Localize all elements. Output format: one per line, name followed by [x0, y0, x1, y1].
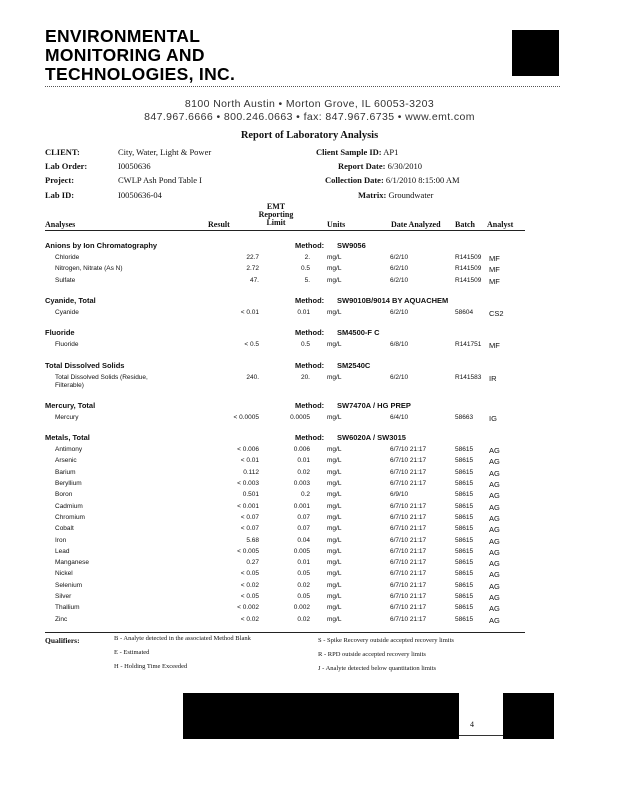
col-analyst: Analyst	[487, 220, 514, 229]
analyte-name: Beryllium	[55, 480, 82, 487]
section-name: Anions by Ion Chromatography	[45, 241, 158, 250]
matrix-value: Groundwater	[388, 190, 434, 200]
date-analyzed: 6/2/10	[390, 276, 409, 284]
result-value: 0.27	[246, 559, 259, 567]
company-address: 8100 North Austin • Morton Grove, IL 60053-3203	[184, 98, 435, 110]
reporting-limit: 2.	[304, 254, 310, 261]
analyte-name: Thallium	[55, 604, 80, 612]
table-row	[45, 537, 525, 548]
reporting-limit: 0.006	[293, 446, 310, 454]
table-row	[45, 559, 525, 570]
result-value: < 0.02	[240, 615, 259, 623]
units: mg/L	[327, 615, 342, 623]
reporting-limit: 0.0005	[290, 413, 310, 421]
analyte-name: Cyanide	[55, 308, 79, 316]
result-value: < 0.01	[240, 308, 259, 316]
method-label: Method:	[295, 400, 325, 410]
analyte-name: Chromium	[55, 513, 85, 521]
date-analyzed: 6/2/10	[390, 373, 409, 381]
batch-id: 58615	[455, 468, 474, 476]
client-value: City, Water, Light & Power	[118, 147, 212, 157]
analyst: MF	[489, 265, 500, 275]
batch-id: 58615	[455, 615, 474, 623]
method-label: Method:	[295, 433, 325, 443]
col-units: Units	[327, 220, 346, 229]
qualifier-j: J - Analyte detected below quantitation limits	[318, 665, 437, 672]
section-name: Fluoride	[45, 328, 75, 338]
table-row	[45, 503, 525, 514]
units: mg/L	[327, 491, 342, 499]
analyst: AG	[489, 581, 500, 591]
batch-id: 58615	[455, 446, 474, 454]
analyst: AG	[489, 468, 500, 478]
units: mg/L	[327, 276, 342, 284]
units: mg/L	[327, 570, 342, 578]
result-value: < 0.07	[240, 525, 259, 533]
reporting-limit: 0.2	[300, 491, 310, 499]
analyst: AG	[489, 570, 500, 580]
date-analyzed: 6/7/10 21:17	[390, 570, 427, 578]
result-value: < 0.001	[237, 502, 259, 510]
lab-id-label: Lab ID:	[45, 190, 75, 200]
analyst: AG	[489, 480, 500, 489]
reporting-limit: 0.005	[293, 547, 310, 555]
result-value: < 0.0005	[233, 413, 259, 421]
units: mg/L	[327, 536, 342, 544]
analyst: AG	[489, 446, 500, 456]
units: mg/L	[327, 254, 342, 261]
table-row	[45, 469, 525, 480]
lab-id-row	[45, 190, 74, 200]
analyst: AG	[489, 615, 500, 625]
project-value: CWLP Ash Pond Table I	[118, 175, 202, 185]
method-value: SM4500-F C	[337, 328, 380, 338]
analyst: AG	[489, 491, 500, 501]
analyst: MF	[489, 254, 500, 263]
reporting-limit: 5.	[304, 276, 310, 284]
qualifier-s: S - Spike Recovery outside accepted recovery limits	[318, 637, 454, 644]
result-value: < 0.01	[240, 457, 259, 465]
qualifier-r: R - RPD outside accepted recovery limits	[318, 651, 426, 658]
analyst: IG	[489, 413, 497, 423]
analyte-name: Boron	[55, 491, 73, 499]
table-row	[45, 277, 525, 288]
batch-id: 58663	[455, 413, 474, 421]
analyte-name: Iron	[55, 536, 67, 544]
table-row	[45, 309, 525, 320]
units: mg/L	[327, 446, 342, 454]
date-analyzed: 6/2/10	[390, 308, 409, 316]
col-limit-line1: EMT	[266, 202, 286, 211]
analyte-name: Sulfate	[55, 276, 76, 284]
units: mg/L	[327, 547, 342, 555]
reporting-limit: 0.05	[297, 593, 310, 600]
analyte-name-continued: Filterable)	[55, 381, 84, 389]
batch-id: 58615	[455, 491, 474, 499]
project-row	[45, 175, 74, 185]
footer-line	[459, 735, 503, 736]
batch-id: R141509	[455, 276, 482, 284]
analyte-name: Zinc	[55, 615, 68, 623]
date-analyzed: 6/7/10 21:17	[390, 457, 427, 465]
units: mg/L	[327, 502, 342, 510]
section-header	[45, 296, 525, 308]
matrix-label: Matrix:	[358, 190, 387, 200]
reporting-limit: 0.02	[297, 581, 310, 589]
batch-id: 58615	[455, 536, 474, 544]
batch-id: 58615	[455, 604, 474, 612]
section-name: Mercury, Total	[45, 400, 96, 410]
redaction-block-bottom	[183, 693, 459, 739]
method-label: Method:	[295, 328, 325, 338]
date-analyzed: 6/7/10 21:17	[390, 536, 427, 544]
client-sample-value: AP1	[383, 147, 399, 157]
qualifier-h: H - Holding Time Exceeded	[114, 663, 188, 670]
units: mg/L	[327, 373, 342, 381]
reporting-limit: 0.01	[297, 457, 310, 465]
client-sample-row	[316, 147, 398, 157]
date-analyzed: 6/7/10 21:17	[390, 604, 427, 612]
units: mg/L	[327, 468, 342, 476]
lab-order-value: I0050636	[118, 161, 151, 171]
table-row	[45, 446, 525, 457]
batch-id: 58615	[455, 457, 474, 465]
reporting-limit: 0.02	[297, 468, 310, 476]
col-result: Result	[208, 220, 230, 229]
table-row	[45, 265, 525, 276]
table-row	[45, 341, 525, 352]
reporting-limit: 20.	[300, 373, 310, 381]
units: mg/L	[327, 581, 342, 589]
date-analyzed: 6/7/10 21:17	[390, 502, 427, 510]
section-header	[45, 241, 525, 253]
table-row	[45, 491, 525, 502]
method-value: SM2540C	[337, 360, 371, 370]
date-analyzed: 6/7/10 21:17	[390, 480, 427, 487]
redaction-block-top	[512, 30, 559, 76]
date-analyzed: 6/7/10 21:17	[390, 593, 427, 600]
col-analyses: Analyses	[45, 220, 76, 229]
batch-id: R141751	[455, 341, 482, 349]
section-name: Total Dissolved Solids	[45, 360, 125, 370]
result-value: < 0.005	[237, 547, 259, 555]
redaction-block-corner	[503, 693, 554, 739]
batch-id: 58615	[455, 570, 474, 578]
table-row	[45, 616, 525, 627]
analyte-name: Fluoride	[55, 341, 79, 349]
qualifier-e: E - Estimated	[114, 649, 150, 656]
analyte-name: Chloride	[55, 254, 80, 261]
reporting-limit: 0.01	[297, 308, 310, 316]
method-value: SW9056	[337, 241, 366, 250]
table-row	[45, 570, 525, 581]
report-date-row	[338, 161, 422, 171]
result-value: 47.	[249, 276, 259, 284]
date-analyzed: 6/2/10	[390, 265, 409, 273]
result-value: < 0.02	[240, 581, 259, 589]
reporting-limit: 0.001	[293, 502, 310, 510]
table-row	[45, 582, 525, 593]
analyte-name: Lead	[55, 547, 70, 555]
report-title: Report of Laboratory Analysis	[240, 130, 379, 141]
analyst: MF	[489, 341, 500, 351]
result-value: < 0.07	[240, 513, 259, 521]
table-row	[45, 548, 525, 559]
batch-id: 58615	[455, 547, 474, 555]
analyst: AG	[489, 593, 500, 602]
units: mg/L	[327, 341, 342, 349]
col-limit-line2: Reporting	[258, 210, 294, 219]
reporting-limit: 0.5	[300, 265, 310, 273]
table-row	[45, 480, 525, 491]
section-name: Metals, Total	[45, 433, 90, 443]
batch-id: 58615	[455, 480, 474, 487]
section-name: Cyanide, Total	[45, 295, 96, 305]
header-divider	[45, 86, 560, 87]
units: mg/L	[327, 525, 342, 533]
matrix-row	[358, 190, 433, 200]
batch-id: 58615	[455, 593, 474, 600]
result-value: < 0.006	[237, 446, 259, 454]
analyte-name: Total Dissolved Solids (Residue,	[55, 373, 148, 381]
reporting-limit: 0.5	[300, 341, 310, 349]
units: mg/L	[327, 593, 342, 600]
date-analyzed: 6/8/10	[390, 341, 409, 349]
col-date-analyzed: Date Analyzed	[391, 220, 441, 229]
analyte-name: Selenium	[55, 581, 83, 589]
section-header	[45, 401, 525, 413]
units: mg/L	[327, 457, 342, 465]
units: mg/L	[327, 513, 342, 521]
analyst: AG	[489, 525, 500, 535]
lab-id-value: I0050636-04	[118, 190, 162, 200]
client-sample-label: Client Sample ID:	[316, 147, 382, 157]
result-value: 5.68	[246, 536, 259, 544]
result-value: < 0.5	[244, 341, 259, 349]
collection-date-row	[325, 175, 460, 185]
page-number: 4	[470, 720, 474, 729]
table-row	[45, 457, 525, 468]
result-value: < 0.05	[240, 593, 259, 600]
result-value: 240.	[246, 373, 259, 381]
analyte-name: Antimony	[55, 446, 83, 454]
analyte-name: Silver	[55, 593, 72, 600]
lab-order-label: Lab Order:	[45, 161, 88, 171]
company-name-line1: ENVIRONMENTAL	[45, 26, 201, 46]
units: mg/L	[327, 265, 342, 273]
client-row	[45, 147, 80, 157]
analyst: MF	[489, 276, 500, 286]
analyst: IR	[489, 373, 497, 383]
analyte-name: Mercury	[55, 413, 79, 421]
analyst: AG	[489, 513, 500, 523]
method-value: SW7470A / HG PREP	[337, 400, 411, 410]
date-analyzed: 6/2/10	[390, 254, 409, 261]
collection-date-label: Collection Date:	[325, 175, 384, 185]
reporting-limit: 0.003	[293, 480, 310, 487]
batch-id: 58615	[455, 559, 474, 567]
method-label: Method:	[295, 241, 325, 250]
footer-divider	[45, 632, 525, 633]
date-analyzed: 6/4/10	[390, 413, 409, 421]
analyst: AG	[489, 536, 500, 546]
result-value: < 0.002	[237, 604, 259, 612]
batch-id: 58615	[455, 525, 474, 533]
batch-id: 58615	[455, 513, 474, 521]
date-analyzed: 6/7/10 21:17	[390, 547, 427, 555]
table-row	[45, 414, 525, 425]
reporting-limit: 0.04	[297, 536, 310, 544]
method-value: SW6020A / SW3015	[337, 433, 406, 443]
company-name-line3: TECHNOLOGIES, INC.	[45, 64, 236, 84]
table-row	[45, 254, 525, 265]
units: mg/L	[327, 559, 342, 567]
section-header	[45, 361, 525, 373]
company-name-line2: MONITORING AND	[45, 45, 205, 65]
date-analyzed: 6/7/10 21:17	[390, 525, 427, 533]
section-header	[45, 433, 525, 445]
collection-date-value: 6/1/2010 8:15:00 AM	[385, 175, 460, 185]
batch-id: 58604	[455, 308, 474, 316]
client-label: CLIENT:	[45, 147, 80, 157]
company-logo-text	[45, 27, 235, 84]
method-value: SW9010B/9014 BY AQUACHEM	[337, 295, 449, 305]
analyst: AG	[489, 457, 500, 467]
report-date-label: Report Date:	[338, 161, 386, 171]
date-analyzed: 6/9/10	[390, 491, 409, 499]
date-analyzed: 6/7/10 21:17	[390, 581, 427, 589]
reporting-limit: 0.01	[297, 559, 310, 567]
method-label: Method:	[295, 295, 325, 305]
units: mg/L	[327, 308, 342, 316]
col-limit-line3: Limit	[266, 218, 286, 227]
date-analyzed: 6/7/10 21:17	[390, 468, 427, 476]
date-analyzed: 6/7/10 21:17	[390, 446, 427, 454]
result-value: 22.7	[246, 254, 259, 261]
table-row	[45, 604, 525, 615]
date-analyzed: 6/7/10 21:17	[390, 513, 427, 521]
lab-order-row	[45, 161, 87, 171]
batch-id: R141509	[455, 254, 482, 261]
analyte-name: Manganese	[55, 559, 89, 567]
reporting-limit: 0.02	[297, 615, 310, 623]
result-value: < 0.05	[240, 570, 259, 578]
col-batch: Batch	[455, 220, 475, 229]
batch-id: 58615	[455, 581, 474, 589]
project-label: Project:	[45, 175, 75, 185]
batch-id: 58615	[455, 502, 474, 510]
analyte-name: Barium	[55, 468, 76, 476]
reporting-limit: 0.002	[293, 604, 310, 612]
analyst: AG	[489, 604, 500, 614]
method-label: Method:	[295, 360, 325, 370]
analyst: AG	[489, 502, 500, 512]
units: mg/L	[327, 413, 342, 421]
table-row	[45, 373, 525, 389]
table-row	[45, 514, 525, 525]
analyte-name: Cobalt	[55, 525, 74, 533]
batch-id: R141583	[455, 373, 482, 381]
analyst: AG	[489, 547, 500, 557]
result-value: 2.72	[246, 265, 259, 273]
col-limit	[250, 203, 302, 227]
result-value: 0.112	[243, 468, 259, 476]
date-analyzed: 6/7/10 21:17	[390, 559, 427, 567]
analyte-name: Nickel	[55, 570, 73, 578]
result-value: 0.501	[242, 491, 259, 499]
qualifier-b: B - Analyte detected in the associated Method Blank	[114, 635, 251, 642]
units: mg/L	[327, 480, 342, 487]
qualifiers-label: Qualifiers:	[45, 636, 80, 645]
report-date-value: 6/30/2010	[387, 161, 423, 171]
reporting-limit: 0.07	[297, 525, 310, 533]
reporting-limit: 0.05	[297, 570, 310, 578]
analyst: CS2	[489, 308, 504, 318]
column-header-rule	[45, 230, 525, 231]
units: mg/L	[327, 604, 342, 612]
analyst: AG	[489, 559, 500, 569]
result-value: < 0.003	[237, 480, 259, 487]
analyte-name: Nitrogen, Nitrate (As N)	[55, 265, 123, 273]
analyte-name: Cadmium	[55, 502, 83, 510]
table-row	[45, 593, 525, 604]
section-header	[45, 328, 525, 340]
reporting-limit: 0.07	[297, 513, 310, 521]
analyte-name: Arsenic	[55, 457, 77, 465]
table-row	[45, 525, 525, 536]
date-analyzed: 6/7/10 21:17	[390, 615, 427, 623]
company-contact: 847.967.6666 • 800.246.0663 • fax: 847.967.6735 • www.emt.com	[144, 111, 475, 123]
batch-id: R141509	[455, 265, 482, 273]
